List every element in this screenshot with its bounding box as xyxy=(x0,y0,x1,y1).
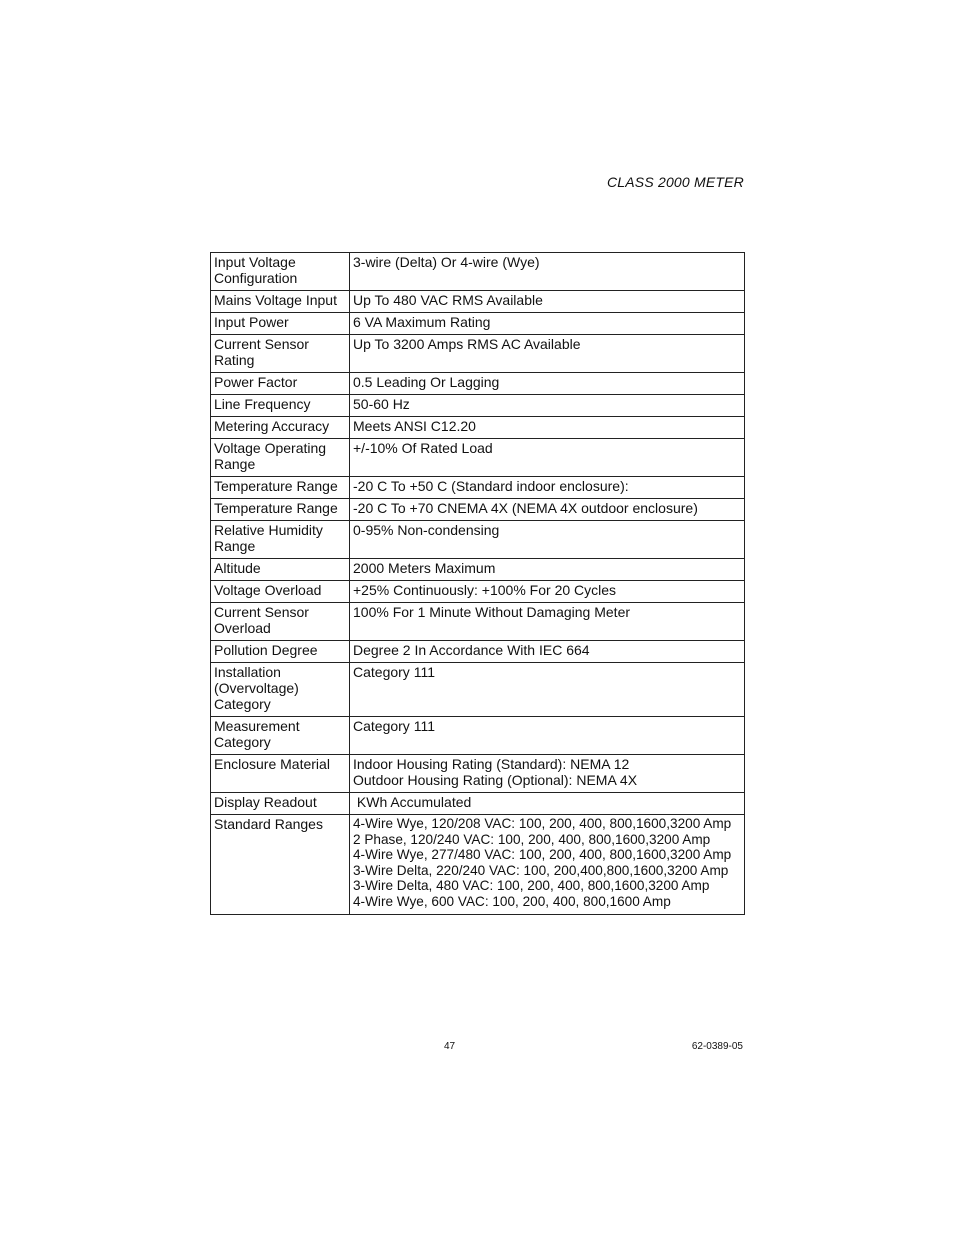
table-row xyxy=(211,313,745,335)
specifications-table xyxy=(210,252,745,915)
table-row xyxy=(211,335,745,373)
table-row xyxy=(211,253,745,291)
spec-value: 6 VA Maximum Rating xyxy=(350,313,745,335)
table-row xyxy=(211,499,745,521)
spec-value: 100% For 1 Minute Without Damaging Meter xyxy=(350,603,745,641)
spec-label: Enclosure Material xyxy=(211,755,350,793)
running-header: CLASS 2000 METER xyxy=(606,174,744,190)
spec-value: Up To 480 VAC RMS Available xyxy=(350,291,745,313)
spec-label: Input Power xyxy=(211,313,350,335)
document-number: 62-0389-05 xyxy=(691,1041,743,1052)
spec-value: +/-10% Of Rated Load xyxy=(350,439,745,477)
table-row xyxy=(211,793,745,815)
spec-label: Power Factor xyxy=(211,373,350,395)
page-number: 47 xyxy=(444,1041,456,1052)
spec-label: Installation (Overvoltage) Category xyxy=(211,663,350,717)
spec-value: -20 C To +50 C (Standard indoor enclosure): xyxy=(350,477,745,499)
spec-value: 0.5 Leading Or Lagging xyxy=(350,373,745,395)
spec-value: +25% Continuously: +100% For 20 Cycles xyxy=(350,581,745,603)
spec-value: Meets ANSI C12.20 xyxy=(350,417,745,439)
table-row xyxy=(211,641,745,663)
spec-label: Pollution Degree xyxy=(211,641,350,663)
spec-label: Relative Humidity Range xyxy=(211,521,350,559)
spec-value: 2000 Meters Maximum xyxy=(350,559,745,581)
table-row xyxy=(211,717,745,755)
spec-label: Temperature Range xyxy=(211,499,350,521)
spec-label: Metering Accuracy xyxy=(211,417,350,439)
table-row xyxy=(211,395,745,417)
spec-value: 3-wire (Delta) Or 4-wire (Wye) xyxy=(350,253,745,291)
table-row xyxy=(211,373,745,395)
table-row xyxy=(211,755,745,793)
spec-value: Category 111 xyxy=(350,717,745,755)
table-row xyxy=(211,581,745,603)
spec-label: Standard Ranges xyxy=(211,815,350,915)
spec-label: Measurement Category xyxy=(211,717,350,755)
table-row xyxy=(211,815,745,915)
table-row xyxy=(211,521,745,559)
spec-value: Category 111 xyxy=(350,663,745,717)
spec-value: 4-Wire Wye, 120/208 VAC: 100, 200, 400, 800,1600,3200 Amp 2 Phase, 120/240 VAC: 100, 200, 400, 800,1600,3200 Amp 4-Wire Wye, 277/480 VAC: 100, 200, 400, 800,1600,3200 Amp 3-Wire Delta, 220/240 VAC: 100, 200,400,800,1600,3200 Amp 3-Wire Delta, 480 VAC: 100, 200, 400, 800,1600,3200 Amp 4-Wire Wye, 600 VAC: 100, 200, 400, 800,1600 Amp xyxy=(350,815,745,915)
spec-label: Mains Voltage Input xyxy=(211,291,350,313)
spec-label: Altitude xyxy=(211,559,350,581)
table-row xyxy=(211,417,745,439)
spec-value: Degree 2 In Accordance With IEC 664 xyxy=(350,641,745,663)
spec-value: Up To 3200 Amps RMS AC Available xyxy=(350,335,745,373)
table-row xyxy=(211,603,745,641)
spec-label: Current Sensor Rating xyxy=(211,335,350,373)
spec-label: Line Frequency xyxy=(211,395,350,417)
spec-label: Display Readout xyxy=(211,793,350,815)
spec-label: Input Voltage Configuration xyxy=(211,253,350,291)
spec-value: KWh Accumulated xyxy=(350,793,745,815)
spec-label: Current Sensor Overload xyxy=(211,603,350,641)
table-row xyxy=(211,291,745,313)
spec-value: 0-95% Non-condensing xyxy=(350,521,745,559)
spec-value: 50-60 Hz xyxy=(350,395,745,417)
spec-value: -20 C To +70 CNEMA 4X (NEMA 4X outdoor enclosure) xyxy=(350,499,745,521)
table-row xyxy=(211,663,745,717)
spec-label: Voltage Operating Range xyxy=(211,439,350,477)
table-row xyxy=(211,477,745,499)
table-row xyxy=(211,559,745,581)
spec-value: Indoor Housing Rating (Standard): NEMA 12 Outdoor Housing Rating (Optional): NEMA 4X xyxy=(350,755,745,793)
table-row xyxy=(211,439,745,477)
spec-label: Voltage Overload xyxy=(211,581,350,603)
spec-label: Temperature Range xyxy=(211,477,350,499)
